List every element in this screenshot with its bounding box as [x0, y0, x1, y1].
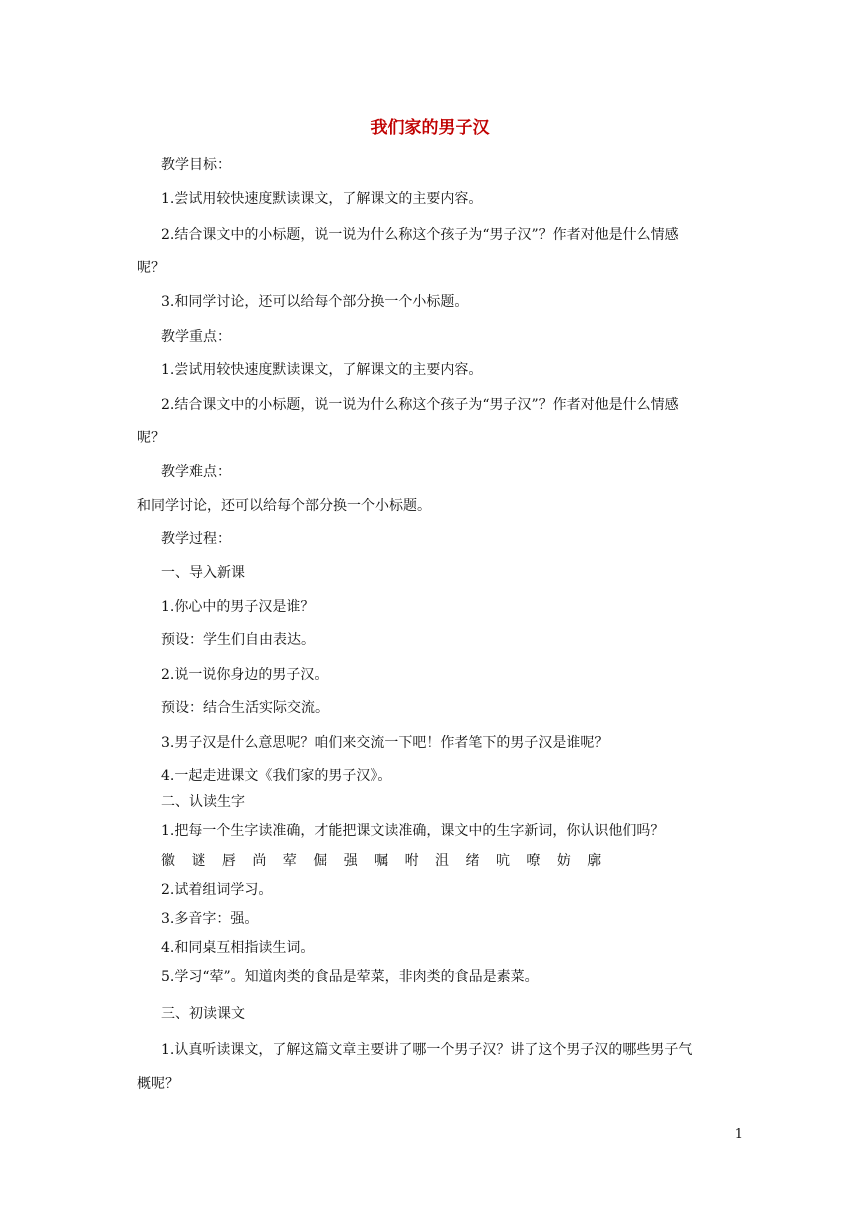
- text-line: 呢？: [137, 430, 165, 446]
- text-line: 2.试着组词学习。: [161, 882, 273, 898]
- text-line: 一、导入新课: [161, 565, 245, 581]
- page-number: 1: [734, 1127, 743, 1142]
- text-line: 2.结合课文中的小标题，说一说为什么称这个孩子为“男子汉”？作者对他是什么情感: [161, 397, 679, 413]
- text-line: 教学过程：: [161, 531, 231, 547]
- text-line: 5.学习“荤”。知道肉类的食品是荤菜，非肉类的食品是素菜。: [161, 969, 539, 985]
- text-line: 呢？: [137, 260, 165, 276]
- text-line: 2.说一说你身边的男子汉。: [161, 667, 329, 683]
- text-line: 三、初读课文: [161, 1006, 245, 1022]
- text-line: 预设：学生们自由表达。: [161, 632, 315, 648]
- text-line: 1.认真听读课文，了解这篇文章主要讲了哪一个男子汉？讲了这个男子汉的哪些男子气: [161, 1042, 693, 1058]
- text-line: 1.尝试用较快速度默读课文，了解课文的主要内容。: [161, 362, 483, 378]
- character-list: 徽 谜 唇 尚 荤 倔 强 嘱 咐 沮 绪 吭 嘹 妨 廓: [161, 853, 608, 869]
- text-line: 二、认读生字: [161, 794, 245, 810]
- text-line: 3.男子汉是什么意思呢？咱们来交流一下吧！作者笔下的男子汉是谁呢？: [161, 735, 609, 751]
- text-line: 概呢？: [137, 1076, 179, 1092]
- text-line: 1.尝试用较快速度默读课文，了解课文的主要内容。: [161, 191, 483, 207]
- text-line: 4.和同桌互相指读生词。: [161, 940, 315, 956]
- text-line: 2.结合课文中的小标题，说一说为什么称这个孩子为“男子汉”？作者对他是什么情感: [161, 227, 679, 243]
- text-line: 预设：结合生活实际交流。: [161, 700, 329, 716]
- text-line: 1.你心中的男子汉是谁？: [161, 599, 315, 615]
- text-line: 教学重点：: [161, 329, 231, 345]
- text-line: 教学目标：: [161, 157, 231, 173]
- text-line: 3.多音字：强。: [161, 911, 259, 927]
- document-title: 我们家的男子汉: [370, 118, 490, 138]
- text-line: 3.和同学讨论，还可以给每个部分换一个小标题。: [161, 294, 469, 310]
- text-line: 和同学讨论，还可以给每个部分换一个小标题。: [137, 498, 431, 514]
- text-line: 4.一起走进课文《我们家的男子汉》。: [161, 768, 392, 784]
- text-line: 教学难点：: [161, 464, 231, 480]
- text-line: 1.把每一个生字读准确，才能把课文读准确，课文中的生字新词，你认识他们吗？: [161, 823, 665, 839]
